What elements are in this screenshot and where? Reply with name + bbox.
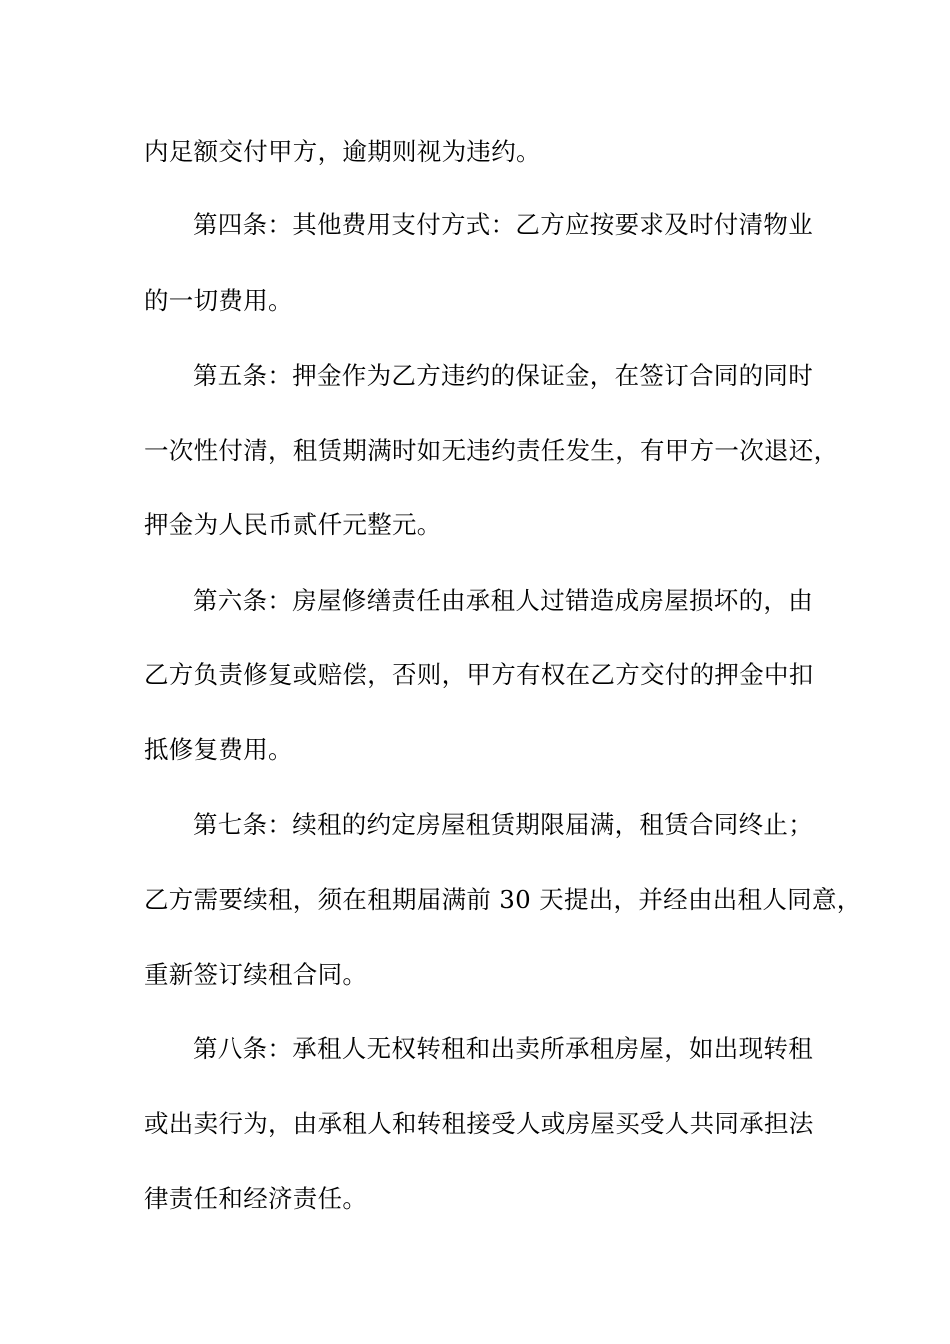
text-line: 抵修复费用。 [144, 735, 293, 764]
text-line: 乙方负责修复或赔偿，否则，甲方有权在乙方交付的押金中扣 [144, 660, 814, 689]
text-line: 的一切费用。 [144, 286, 293, 315]
text-line: 押金为人民币贰仟元整元。 [144, 510, 442, 539]
text-line: 一次性付清，租赁期满时如无违约责任发生，有甲方一次退还， [144, 436, 839, 465]
text-line: 重新签订续租合同。 [144, 960, 368, 989]
text-line: 乙方需要续租，须在租期届满前 30 天提出，并经由出租人同意， [144, 885, 862, 914]
article-4-line: 第四条：其他费用支付方式：乙方应按要求及时付清物业 [193, 210, 813, 239]
article-5-line: 第五条：押金作为乙方违约的保证金，在签订合同的同时 [193, 361, 813, 390]
text-line: 或出卖行为，由承租人和转租接受人或房屋买受人共同承担法 [144, 1109, 814, 1138]
text-line: 内足额交付甲方，逾期则视为违约。 [144, 137, 541, 166]
text-line: 律责任和经济责任。 [144, 1184, 368, 1213]
article-8-line: 第八条：承租人无权转租和出卖所承租房屋，如出现转租 [193, 1034, 813, 1063]
article-7-line: 第七条：续租的约定房屋租赁期限届满，租赁合同终止； [193, 810, 813, 839]
article-6-line: 第六条：房屋修缮责任由承租人过错造成房屋损坏的，由 [193, 586, 813, 615]
